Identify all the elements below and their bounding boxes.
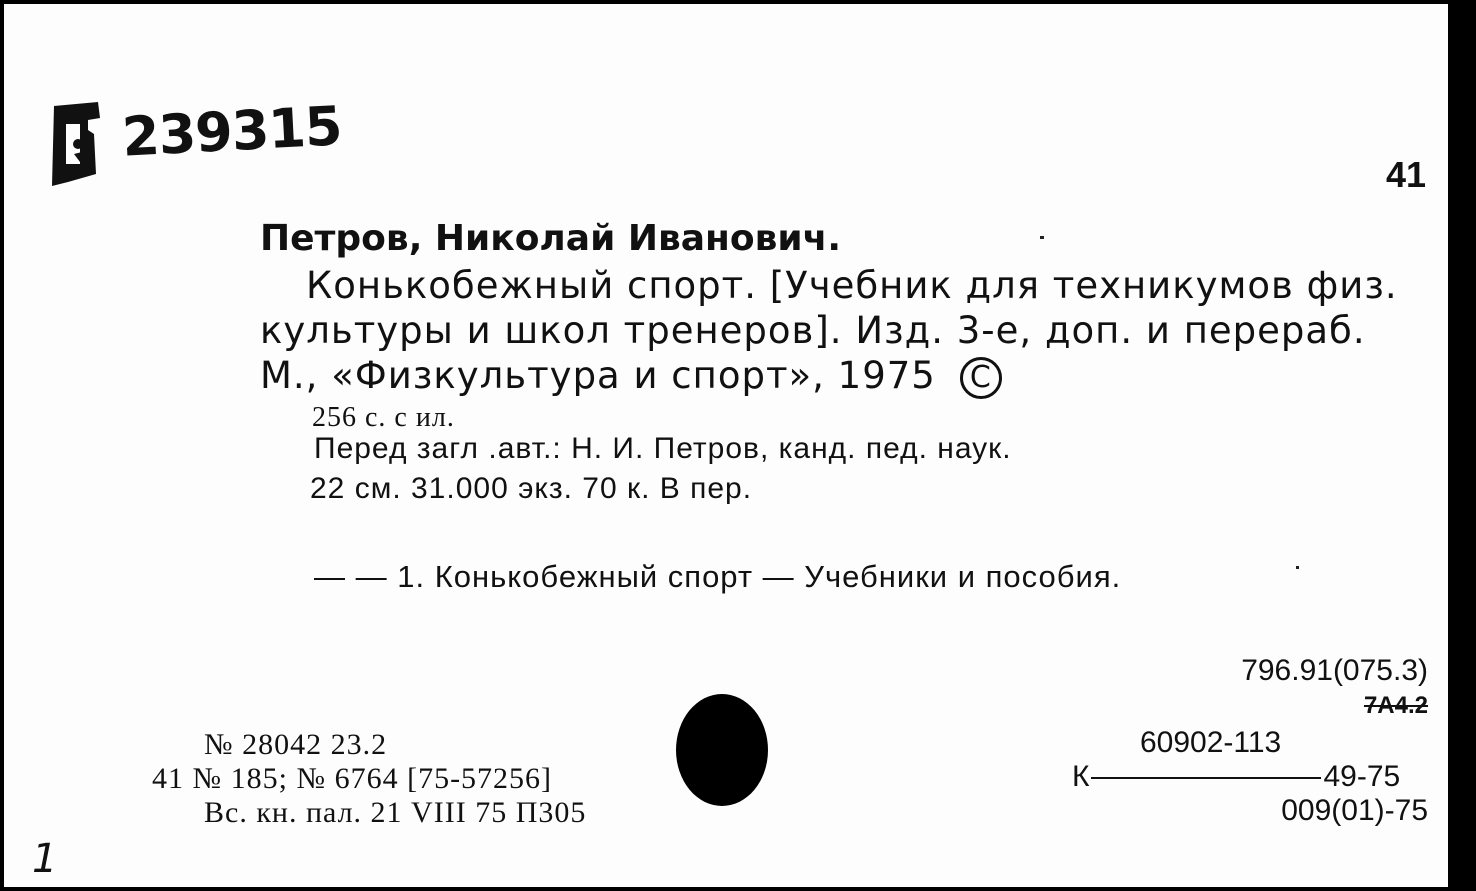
udc-code: 796.91(075.3) (1241, 654, 1428, 687)
shelf-code: 41 (1385, 154, 1426, 195)
catalog-card (4, 4, 1448, 887)
speck (1040, 236, 1044, 239)
chamber-line-3: Вс. кн. пал. 21 VIII 75 П305 (204, 796, 587, 829)
speck (1296, 566, 1299, 569)
title-line-1: Конькобежный спорт. [Учебник для техникумов физ. (306, 264, 1398, 307)
author-note-line: Перед загл .авт.: Н. И. Петров, канд. пед. наук. (314, 432, 1012, 465)
chamber-line-1: № 28042 23.2 (204, 728, 388, 761)
k-prefix: К (1072, 760, 1090, 793)
k-suffix: 49-75 (1323, 760, 1401, 793)
k-code-line (1072, 760, 1400, 794)
title-line-2: культуры и школ тренеров]. Изд. 3-е, доп. и перераб. (260, 309, 1366, 352)
copyright-icon: C (960, 357, 1002, 399)
library-stamp-icon (48, 100, 106, 192)
handwritten-page-mark: 1 (32, 836, 58, 882)
k-divider (1091, 777, 1321, 779)
subject-heading: — — 1. Конькобежный спорт — Учебники и пособия. (314, 559, 1122, 594)
chamber-line-2: 41 № 185; № 6764 [75-57256] (152, 762, 553, 795)
inventory-number: 239315 (120, 94, 343, 169)
punch-hole (676, 694, 768, 806)
publisher-code: 009(01)-75 (1281, 794, 1428, 827)
author-heading: Петров, Николай Иванович. (260, 218, 842, 259)
bbk-code-crossed: 7А4.2 (1363, 692, 1428, 719)
pages-line: 256 с. с ил. (312, 402, 455, 433)
physical-description-line: 22 см. 31.000 экз. 70 к. В пер. (310, 472, 753, 505)
title-line-3 (260, 354, 1002, 399)
catalog-code: 60902-113 (1140, 726, 1282, 759)
imprint-text: М., «Физкультура и спорт», 1975 (260, 354, 936, 397)
